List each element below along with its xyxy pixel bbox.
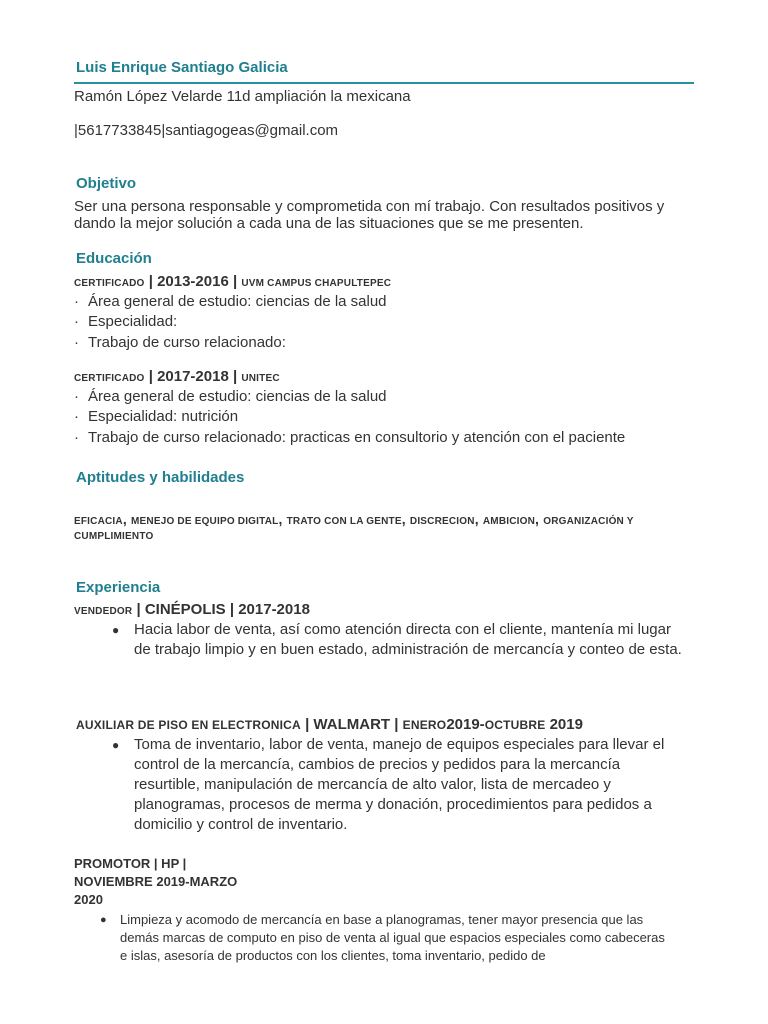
skill-item: EFICACIA [74,516,123,527]
list-item: · Especialidad: [74,313,178,330]
job-description: Toma de inventario, labor de venta, manejo de equipos especiales para llevar el control de la mercancía, cambios de precios y pedidos para la mercancía resurtible, manipulación de mercancía de alto valor, lista de mercadeo y planogramas, procesos de merma y donación, procedimientos para pedidos a domicilio y control de inventario. [134,736,665,833]
education-heading: Educación [76,250,152,267]
job-company: | CINÉPOLIS | 2017-2018 [136,601,310,618]
candidate-name: Luis Enrique Santiago Galicia [76,59,288,76]
skill-item: AMBICION [482,516,536,527]
skills-heading: Aptitudes y habilidades [76,469,245,486]
list-item: · Área general de estudio: ciencias de la salud [74,293,387,310]
education-entry-header [74,368,280,385]
job-role: VENDEDOR [74,606,133,617]
list-item: ● Toma de inventario, labor de venta, manejo de equipos especiales para llevar el control de la mercancía, cambios de precios y pedidos para la mercancía resurtible, manipulación de mercancía de alto valor, lista de mercadeo y planogramas, procesos de merma y donación, procedimientos para pedidos a domicilio y control de inventario. [112,735,682,835]
skill-item: MENEJO DE EQUIPO DIGITAL [131,516,279,527]
job-company: | WALMART | [305,716,399,733]
job-description: Hacia labor de venta, así como atención directa con el cliente, mantenía mi lugar de trabajo limpio y en buen estado, administración de mercancía y conteo de esta. [134,621,682,658]
contact-info: |5617733845|santiagogeas@gmail.com [74,122,339,139]
list-item: · Especialidad: nutrición [74,408,239,425]
job-dates-year: 2020 [74,892,103,907]
job-header [74,855,237,909]
list-item: · Área general de estudio: ciencias de la salud [74,388,387,405]
experience-heading: Experiencia [76,579,161,596]
education-title: CERTIFICADO [74,278,145,289]
list-item: ● Hacia labor de venta, así como atención directa con el cliente, mantenía mi lugar de trabajo limpio y en buen estado, administración de mercancía y conteo de esta. [112,621,682,658]
list-item: · Trabajo de curso relacionado: [74,334,286,351]
job-header [74,601,310,618]
skill-item: TRATO CON LA GENTE [286,516,402,527]
job-dates: NOVIEMBRE 2019-MARZO [74,874,238,889]
education-school: UNITEC [241,373,280,384]
education-years: | 2013-2016 | [148,273,238,290]
education-title: CERTIFICADO [74,373,145,384]
list-item: ● Limpieza y acomodo de mercancía en base a planogramas, tener mayor presencia que las demás marcas de computo en piso de venta al igual que espacios especiales como cabeceras e islas, asesoría de productos con los clientes, toma inventario, pedido de [100,911,675,965]
job-role-company: PROMOTOR | HP | [74,856,187,871]
skill-item: DISCRECION [409,516,475,527]
job-role: AUXILIAR DE PISO EN ELECTRONICA [76,718,301,732]
skills-list: EFICACIA, MENEJO DE EQUIPO DIGITAL, TRATO CON LA GENTE, DISCRECION, AMBICION, ORGANIZACIÓN Y CUMPLIMIENTO [74,511,634,542]
job-header: AUXILIAR DE PISO EN ELECTRONICA | WALMART | ENERO2019-OCTUBRE 2019 [76,716,583,733]
education-entry-header [74,273,391,290]
address: Ramón López Velarde 11d ampliación la mexicana [74,88,411,105]
list-item: · Trabajo de curso relacionado: practicas en consultorio y atención con el paciente [74,429,626,446]
job-description: Limpieza y acomodo de mercancía en base a planogramas, tener mayor presencia que las demás marcas de computo en piso de venta al igual que espacios especiales como cabeceras e islas, asesoría de productos con los clientes, toma inventario, pedido de [120,912,665,963]
objective-text: Ser una persona responsable y comprometida con mí trabajo. Con resultados positivos y dando la mejor solución a cada una de las situaciones que se me presenten. [74,198,665,232]
education-school: UVM CAMPUS CHAPULTEPEC [241,278,392,289]
skill-item: ORGANIZACIÓN Y CUMPLIMIENTO [74,516,634,542]
header-divider [74,82,694,84]
education-years: | 2017-2018 | [148,368,238,385]
objective-heading: Objetivo [76,175,137,192]
